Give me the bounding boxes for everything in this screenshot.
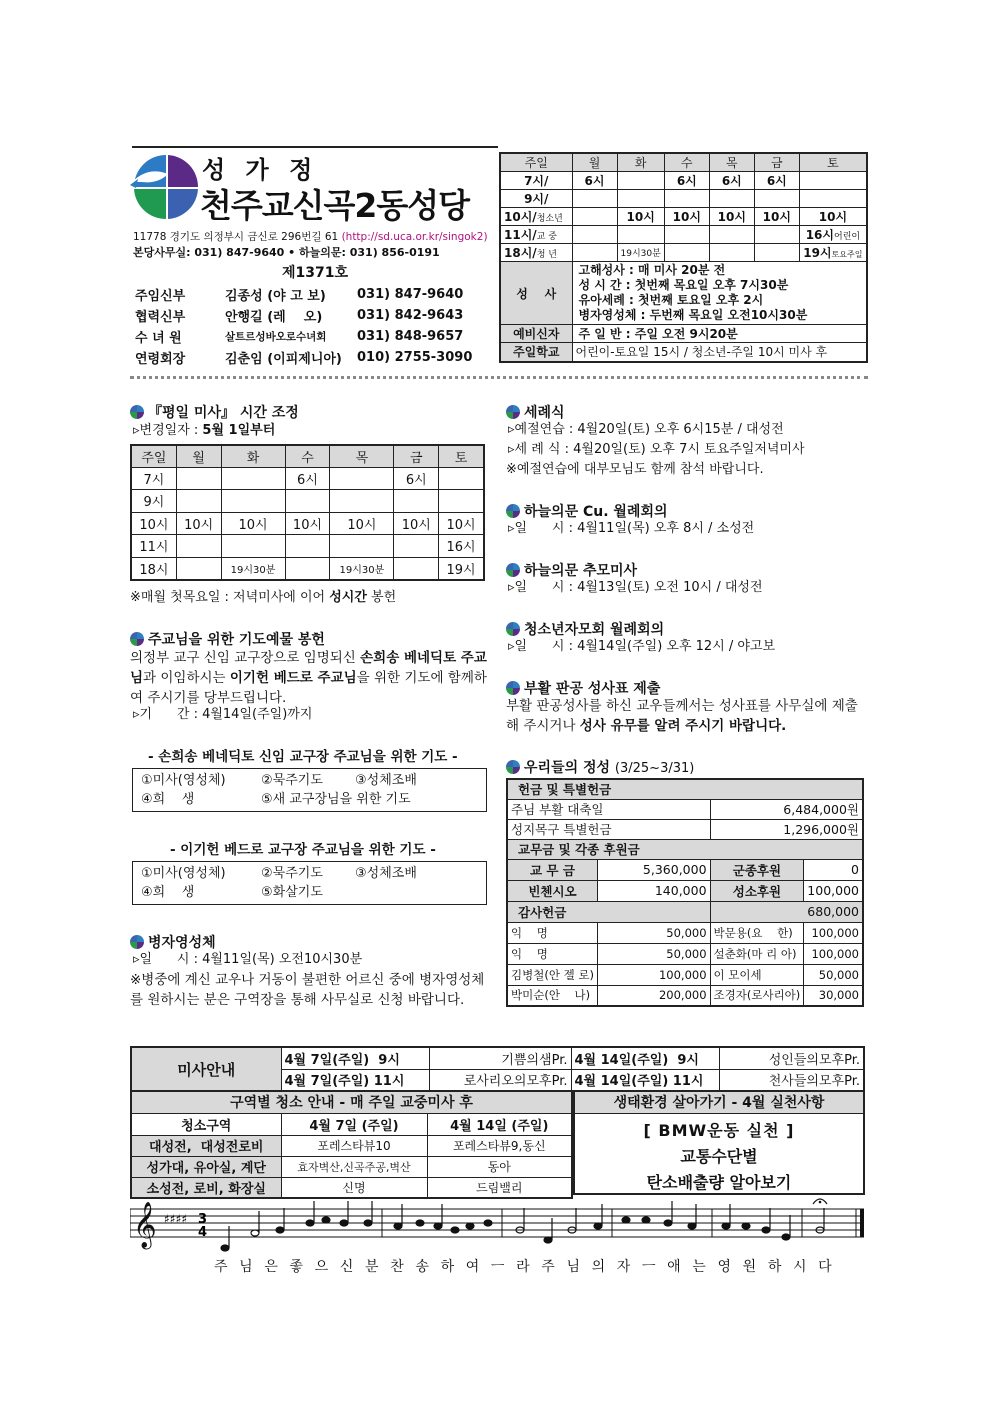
mass-guide-label: 미사안내	[131, 1047, 281, 1091]
baptism-title: 세례식	[506, 402, 565, 422]
staff-role: 수 녀 원	[135, 331, 182, 346]
day-cell: 주일	[131, 445, 176, 467]
offering-section: 교무금 및 각종 후원금	[507, 839, 863, 859]
staff-list	[135, 284, 490, 368]
cleaning-table	[130, 1090, 573, 1199]
sick-title: 병자영성체	[130, 932, 216, 952]
easter-body: 부활 판공성사를 하신 교우들께서는 성사표를 사무실에 제출해 주시거나 성사 유무를 알려 주시기 바랍니다.	[506, 698, 858, 734]
staff-role: 협력신부	[135, 310, 186, 325]
prayer-period: ▹기 간 : 4월14일(주일)까지	[133, 707, 313, 722]
memorial-date: ▹일 시 : 4월13일(토) 오전 10시 / 대성전	[508, 580, 763, 595]
mass-cell: 16시어린이	[799, 226, 867, 244]
baptism-note: ※예절연습에 대부모님도 함께 참석 바랍니다.	[506, 462, 764, 477]
eco-line3: 탄소배출량 알아보기	[646, 1173, 792, 1192]
mass-cell	[709, 190, 754, 208]
staff-name: 김춘임 (이피제니아)	[225, 352, 342, 367]
offering-row: 익 명 50,000 박문용(요 한) 100,000	[507, 922, 863, 943]
bullet-icon	[506, 760, 520, 774]
offering-title: 우리들의 정성 (3/25~3/31)	[506, 757, 694, 777]
weekday-row: 11시 16시	[131, 535, 484, 558]
mass-cell	[664, 244, 709, 262]
staff-name: 안행길 (레 오)	[225, 310, 323, 325]
music-lyrics: 주 님 은 좋 으 신 분 찬 송 하 여 ㅡ 라 주 님 의 자 ㅡ 애 는 영 원 하 시 다	[214, 1259, 836, 1275]
weekday-mass-table	[130, 444, 485, 581]
yebi-value: 주 일 반 : 주일 오전 9시20분	[572, 325, 867, 343]
mass-cell	[664, 226, 709, 244]
mass-cell	[572, 208, 617, 226]
mass-guide-row: 미사안내 4월 7일(주일) 9시 기쁨의샘Pr. 4월 14일(주일) 9시 성인들의모후Pr.	[131, 1047, 864, 1069]
prayer-title: 주교님을 위한 기도예물 봉헌	[130, 629, 325, 649]
mass-cell	[617, 226, 664, 244]
school-value: 어린이-토요일 15시 / 청소년-주일 10시 미사 후	[572, 343, 867, 362]
day-cell: 목	[709, 153, 754, 172]
weekday-change-date: ▹변경일자 : 5월 1일부터	[133, 423, 276, 438]
staff-name: 살트르성바오로수녀회	[225, 331, 327, 343]
header-divider	[130, 376, 868, 379]
bullet-icon	[506, 563, 520, 577]
mass-table-row	[500, 190, 867, 208]
weekday-note: ※매월 첫목요일 : 저녁미사에 이어 성시간 봉헌	[130, 590, 397, 605]
mass-cell: 6시	[572, 172, 617, 190]
staff-row	[135, 347, 490, 368]
staff-row	[135, 284, 490, 305]
mass-schedule-table	[499, 152, 868, 363]
memorial-title: 하늘의문 추모미사	[506, 560, 637, 580]
offering-row: 빈첸시오 140,000 성소후원 100,000	[507, 880, 863, 901]
svg-text:𝄞: 𝄞	[133, 1202, 157, 1248]
prayer-body: 의정부 교구 신임 교구장으로 임명되신 손희송 베네딕토 주교님과 이임하시는 이기헌 베드로 주교님을 위한 기도에 함께하여 주시기를 당부드립니다.	[130, 650, 487, 706]
mass-cell	[754, 244, 799, 262]
day-cell: 금	[754, 153, 799, 172]
day-cell: 목	[330, 445, 394, 467]
mass-cell: 6시	[709, 172, 754, 190]
cleaning-head: 청소구역 4월 7일 (주일) 4월 14일 (주일)	[131, 1113, 572, 1135]
mass-cell: 6시	[754, 172, 799, 190]
day-cell: 수	[285, 445, 330, 467]
school-row	[500, 343, 867, 362]
svg-text:♯♯♯♯: ♯♯♯♯	[164, 1212, 188, 1226]
offering-row: 박미순(안 나) 200,000 조경자(로사리아) 30,000	[507, 985, 863, 1006]
mass-cell: 10시	[617, 208, 664, 226]
mass-table-row	[500, 226, 867, 244]
mass-table-row	[500, 244, 867, 262]
svg-text:3: 3	[198, 1212, 208, 1227]
offering-section: 감사헌금 680,000	[507, 901, 863, 922]
sacrament-line: 유아세례 : 첫번째 토요일 오후 2시	[578, 293, 764, 307]
prayer-box1: ①미사(영성체) ②묵주기도 ③성체조배 ④희 생 ⑤새 교구장님을 위한 기도	[132, 768, 487, 812]
mass-cell: 10시	[754, 208, 799, 226]
eco-title: 생태환경 살아가기 - 4월 실천사항	[575, 1092, 863, 1114]
parish-logo	[128, 152, 200, 222]
time-cell: 18시/청 년	[500, 244, 572, 262]
cu-date: ▹일 시 : 4월11일(목) 오후 8시 / 소성전	[508, 521, 755, 536]
staff-role: 주임신부	[135, 289, 186, 304]
staff-row	[135, 326, 490, 347]
mass-cell	[709, 226, 754, 244]
address-line	[133, 229, 488, 244]
staff-phone: 031) 842-9643	[357, 308, 464, 323]
prayer-box2: ①미사(영성체) ②묵주기도 ③성체조배 ④희 생 ⑤화살기도	[132, 861, 487, 905]
staff-phone: 031) 847-9640	[357, 287, 464, 302]
mass-cell: 19시토요주일	[799, 244, 867, 262]
mass-cell	[572, 226, 617, 244]
parish-title: 천주교신곡2동성당	[200, 186, 469, 225]
issue-number: 제1371호	[282, 265, 349, 281]
yebi-label: 예비신자	[500, 325, 572, 343]
mass-cell	[754, 190, 799, 208]
offering-row: 김병철(안 젤 로) 100,000 이 모이세 50,000	[507, 964, 863, 985]
weekday-row: 9시	[131, 490, 484, 513]
cu-title: 하늘의문 Cu. 월례회의	[506, 501, 668, 521]
sick-date: ▹일 시 : 4월11일(목) 오전10시30분	[133, 952, 363, 967]
cleaning-row: 소성전, 로비, 화장실 신명 드림밸리	[131, 1177, 572, 1198]
day-cell: 금	[394, 445, 439, 467]
time-cell: 10시/청소년	[500, 208, 572, 226]
cleaning-row: 대성전, 대성전로비 포레스타뷰10 포레스타뷰9,동신	[131, 1135, 572, 1156]
baptism-rehearsal: ▹예절연습 : 4월20일(토) 오후 6시15분 / 대성전	[508, 422, 784, 437]
bullet-icon	[130, 632, 144, 646]
youth-date: ▹일 시 : 4월14일(주일) 오후 12시 / 야고보	[508, 639, 776, 654]
mass-cell	[664, 190, 709, 208]
website-link[interactable]: (http://sd.uca.or.kr/singok2)	[341, 231, 488, 243]
mass-cell: 6시	[664, 172, 709, 190]
header-top-rule	[132, 146, 498, 148]
offering-row: 익 명 50,000 설춘화(마 리 아) 100,000	[507, 943, 863, 964]
offering-row: 교 무 금 5,360,000 군종후원 0	[507, 859, 863, 880]
sacrament-line: 고해성사 : 매 미사 20분 전	[578, 263, 726, 277]
mass-cell	[799, 190, 867, 208]
bullet-icon	[506, 681, 520, 695]
baptism-ceremony: ▹세 례 식 : 4월20일(토) 오후 7시 토요주일저녁미사	[508, 442, 805, 457]
easter-title: 부활 판공 성사표 제출	[506, 678, 660, 698]
offering-table	[506, 778, 864, 1007]
parish-subtitle: 성 가 정	[202, 156, 319, 184]
bullet-icon	[506, 622, 520, 636]
sacrament-line: 병자영성체 : 두번째 목요일 오전10시30분	[578, 308, 808, 322]
mass-cell	[572, 190, 617, 208]
yebi-row	[500, 325, 867, 343]
mass-cell	[572, 244, 617, 262]
cleaning-title: 구역별 청소 안내 - 매 주일 교중미사 후	[131, 1091, 572, 1113]
mass-guide-row: 4월 7일(주일) 11시 로사리오의모후Pr. 4월 14일(주일) 11시 천사들의모후Pr.	[131, 1069, 864, 1091]
staff-phone: 031) 848-9657	[357, 329, 464, 344]
day-cell: 주일	[500, 153, 572, 172]
offering-section: 헌금 및 특별헌금	[507, 779, 863, 799]
eco-line1: [ BMW운동 실천 ]	[643, 1121, 795, 1140]
weekday-row: 7시 6시 6시	[131, 467, 484, 490]
music-staff	[130, 1196, 868, 1256]
svg-text:4: 4	[198, 1225, 208, 1240]
mass-cell: 10시	[799, 208, 867, 226]
mass-cell: 10시	[709, 208, 754, 226]
offering-row: 성지목구 특별헌금 1,296,000원	[507, 819, 863, 839]
youth-title: 청소년자모회 월례회의	[506, 619, 664, 639]
bullet-icon	[130, 935, 144, 949]
bullet-icon	[506, 504, 520, 518]
cleaning-row: 성가대, 유아실, 계단 효자벽산,신곡주공,벽산 동아	[131, 1156, 572, 1177]
day-cell: 화	[617, 153, 664, 172]
bullet-icon	[506, 405, 520, 419]
day-cell: 토	[799, 153, 867, 172]
eco-line2: 교통수단별	[680, 1147, 758, 1166]
weekday-row: 18시 19시30분 19시30분 19시	[131, 557, 484, 580]
sacrament-row	[500, 262, 867, 325]
sacrament-lines	[572, 262, 867, 325]
weekday-row: 10시 10시 10시 10시 10시 10시 10시	[131, 512, 484, 535]
day-cell: 토	[439, 445, 484, 467]
eco-box	[573, 1090, 865, 1195]
mass-guide-table	[130, 1046, 865, 1092]
mass-table-header	[500, 153, 867, 172]
day-cell: 수	[664, 153, 709, 172]
sacrament-line: 성 시 간 : 첫번째 목요일 오후 7시30분	[578, 278, 789, 292]
weekday-mass-title: 『평일 미사』 시간 조정	[130, 402, 299, 422]
mass-cell	[617, 190, 664, 208]
bullet-icon	[130, 405, 144, 419]
time-cell: 7시/	[500, 172, 572, 190]
time-cell: 11시/교 중	[500, 226, 572, 244]
staff-role: 연령회장	[135, 352, 186, 367]
staff-name: 김종성 (야 고 보)	[225, 289, 326, 304]
phone-line: 본당사무실: 031) 847-9640 • 하늘의문: 031) 856-0191	[133, 246, 440, 259]
mass-cell	[754, 226, 799, 244]
school-label: 주일학교	[500, 343, 572, 362]
mass-table-row	[500, 172, 867, 190]
time-cell: 9시/	[500, 190, 572, 208]
prayer-box1-title: - 손희송 베네딕토 신임 교구장 주교님을 위한 기도 -	[148, 749, 458, 765]
mass-cell: 19시30분	[617, 244, 664, 262]
mass-cell	[799, 172, 867, 190]
day-cell: 월	[572, 153, 617, 172]
sacrament-label: 성 사	[500, 262, 572, 325]
sick-note: ※병중에 계신 교우나 거동이 불편한 어르신 중에 병자영성체를 원하시는 분은 구역장을 통해 사무실로 신청 바랍니다.	[130, 972, 485, 1008]
offering-row: 주님 부활 대축일 6,484,000원	[507, 799, 863, 819]
mass-cell: 10시	[664, 208, 709, 226]
mass-cell	[709, 244, 754, 262]
staff-phone: 010) 2755-3090	[357, 350, 473, 365]
prayer-box2-title: - 이기헌 베드로 교구장 주교님을 위한 기도 -	[170, 842, 436, 858]
mass-cell	[617, 172, 664, 190]
staff-row	[135, 305, 490, 326]
day-cell: 월	[176, 445, 221, 467]
day-cell: 화	[221, 445, 285, 467]
mass-table-row	[500, 208, 867, 226]
address: 11778 경기도 의정부시 금신로 296번길 61	[133, 231, 339, 243]
